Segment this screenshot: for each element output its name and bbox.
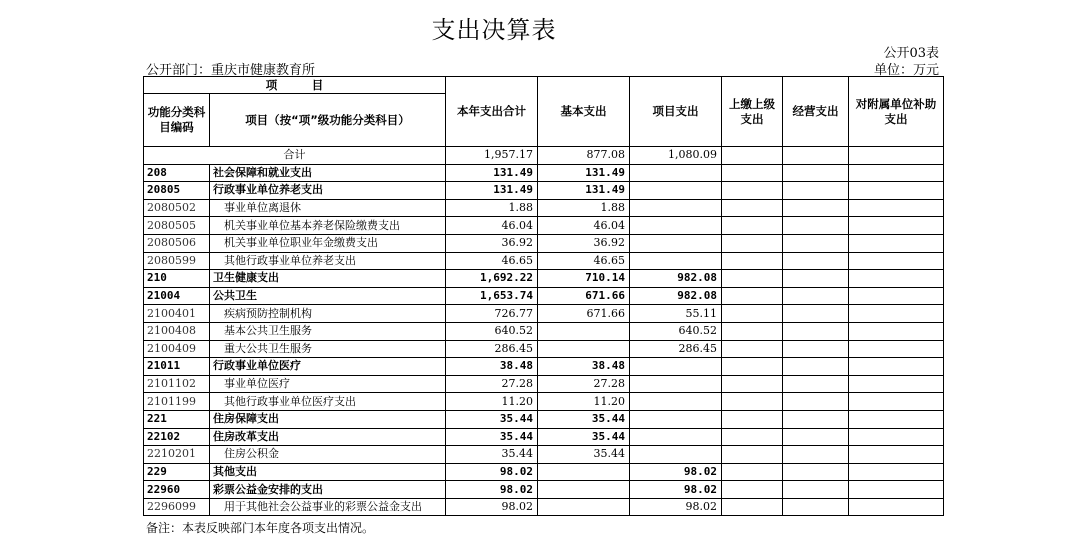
- row-total: 35.44: [446, 410, 538, 428]
- header-name: 项目（按“项”级功能分类科目）: [210, 94, 446, 147]
- row-subsidiary: [849, 375, 944, 393]
- table-row: [144, 252, 944, 270]
- row-name: 机关事业单位基本养老保险缴费支出: [210, 217, 446, 235]
- header-project: 项目支出: [630, 77, 722, 147]
- row-subsidiary: [849, 463, 944, 481]
- row-business: [783, 463, 849, 481]
- row-basic: 35.44: [538, 410, 630, 428]
- row-basic: [538, 340, 630, 358]
- row-code: 21011: [144, 358, 210, 376]
- row-project: [630, 199, 722, 217]
- row-code: 2101199: [144, 393, 210, 411]
- row-total: 131.49: [446, 164, 538, 182]
- total-business: [783, 147, 849, 165]
- total-total: 1,957.17: [446, 147, 538, 165]
- row-basic: 46.65: [538, 252, 630, 270]
- row-name: 其他支出: [210, 463, 446, 481]
- page-title: 支出决算表: [431, 16, 557, 44]
- row-upper: [722, 234, 783, 252]
- header-group-cell: 项 目: [144, 77, 446, 94]
- row-basic: 35.44: [538, 446, 630, 464]
- row-total: 36.92: [446, 234, 538, 252]
- row-total: 46.04: [446, 217, 538, 235]
- table-row: [144, 498, 944, 516]
- row-code: 22102: [144, 428, 210, 446]
- row-basic: 710.14: [538, 270, 630, 288]
- row-subsidiary: [849, 410, 944, 428]
- row-upper: [722, 463, 783, 481]
- table-row: [144, 428, 944, 446]
- row-business: [783, 287, 849, 305]
- row-subsidiary: [849, 393, 944, 411]
- row-code: 2080505: [144, 217, 210, 235]
- row-basic: 36.92: [538, 234, 630, 252]
- row-total: 11.20: [446, 393, 538, 411]
- row-business: [783, 481, 849, 499]
- row-upper: [722, 428, 783, 446]
- table-row: [144, 182, 944, 200]
- header-subsidiary: 对附属单位补助支出: [849, 77, 944, 147]
- row-project: 982.08: [630, 287, 722, 305]
- row-subsidiary: [849, 481, 944, 499]
- row-subsidiary: [849, 340, 944, 358]
- row-project: [630, 375, 722, 393]
- department-label: 公开部门：重庆市健康教育所: [146, 63, 316, 78]
- row-subsidiary: [849, 498, 944, 516]
- row-upper: [722, 217, 783, 235]
- row-upper: [722, 358, 783, 376]
- table-row: [144, 358, 944, 376]
- table-row: [144, 234, 944, 252]
- row-project: 55.11: [630, 305, 722, 323]
- row-business: [783, 358, 849, 376]
- row-basic: [538, 322, 630, 340]
- row-upper: [722, 393, 783, 411]
- row-business: [783, 375, 849, 393]
- row-code: 229: [144, 463, 210, 481]
- row-code: 2080599: [144, 252, 210, 270]
- row-subsidiary: [849, 199, 944, 217]
- row-total: 1.88: [446, 199, 538, 217]
- row-business: [783, 252, 849, 270]
- row-subsidiary: [849, 358, 944, 376]
- row-basic: 671.66: [538, 287, 630, 305]
- table-row: [144, 287, 944, 305]
- row-project: [630, 410, 722, 428]
- row-basic: 11.20: [538, 393, 630, 411]
- row-business: [783, 164, 849, 182]
- row-project: [630, 252, 722, 270]
- row-total: 35.44: [446, 428, 538, 446]
- row-business: [783, 217, 849, 235]
- total-subsidiary: [849, 147, 944, 165]
- unit-label: 单位：万元: [873, 63, 939, 78]
- row-subsidiary: [849, 322, 944, 340]
- row-code: 2101102: [144, 375, 210, 393]
- row-name: 重大公共卫生服务: [210, 340, 446, 358]
- row-subsidiary: [849, 428, 944, 446]
- row-business: [783, 393, 849, 411]
- header-row-group: [144, 77, 944, 94]
- row-name: 公共卫生: [210, 287, 446, 305]
- row-basic: [538, 463, 630, 481]
- row-business: [783, 270, 849, 288]
- row-name: 社会保障和就业支出: [210, 164, 446, 182]
- row-subsidiary: [849, 305, 944, 323]
- row-total: 286.45: [446, 340, 538, 358]
- total-upper: [722, 147, 783, 165]
- row-business: [783, 182, 849, 200]
- row-upper: [722, 199, 783, 217]
- row-code: 210: [144, 270, 210, 288]
- row-basic: 38.48: [538, 358, 630, 376]
- row-total: 38.48: [446, 358, 538, 376]
- row-basic: [538, 481, 630, 499]
- table-row: [144, 305, 944, 323]
- row-basic: 131.49: [538, 164, 630, 182]
- table-row: [144, 393, 944, 411]
- row-name: 机关事业单位职业年金缴费支出: [210, 234, 446, 252]
- row-upper: [722, 481, 783, 499]
- row-project: [630, 217, 722, 235]
- row-total: 131.49: [446, 182, 538, 200]
- row-name: 其他行政事业单位医疗支出: [210, 393, 446, 411]
- row-upper: [722, 410, 783, 428]
- row-project: 98.02: [630, 481, 722, 499]
- row-name: 事业单位离退休: [210, 199, 446, 217]
- row-project: [630, 164, 722, 182]
- row-basic: 671.66: [538, 305, 630, 323]
- header-basic: 基本支出: [538, 77, 630, 147]
- row-project: [630, 234, 722, 252]
- row-code: 2080506: [144, 234, 210, 252]
- expenditure-table: [143, 76, 944, 516]
- row-name: 行政事业单位医疗: [210, 358, 446, 376]
- table-row: [144, 481, 944, 499]
- row-name: 行政事业单位养老支出: [210, 182, 446, 200]
- row-upper: [722, 340, 783, 358]
- table-row: [144, 199, 944, 217]
- row-code: 221: [144, 410, 210, 428]
- row-subsidiary: [849, 252, 944, 270]
- row-code: 208: [144, 164, 210, 182]
- footnote: 备注：本表反映部门本年度各项支出情况。: [146, 521, 375, 535]
- row-name: 住房保障支出: [210, 410, 446, 428]
- row-project: 286.45: [630, 340, 722, 358]
- row-name: 卫生健康支出: [210, 270, 446, 288]
- row-name: 彩票公益金安排的支出: [210, 481, 446, 499]
- row-business: [783, 305, 849, 323]
- table-row: [144, 446, 944, 464]
- table-row: [144, 340, 944, 358]
- table-row: [144, 410, 944, 428]
- row-total: 726.77: [446, 305, 538, 323]
- row-total: 46.65: [446, 252, 538, 270]
- row-basic: 1.88: [538, 199, 630, 217]
- row-code: 22960: [144, 481, 210, 499]
- row-project: 982.08: [630, 270, 722, 288]
- row-name: 事业单位医疗: [210, 375, 446, 393]
- row-upper: [722, 164, 783, 182]
- row-basic: [538, 498, 630, 516]
- row-total: 1,692.22: [446, 270, 538, 288]
- row-name: 疾病预防控制机构: [210, 305, 446, 323]
- table-row: [144, 375, 944, 393]
- row-business: [783, 498, 849, 516]
- row-project: [630, 428, 722, 446]
- row-project: 640.52: [630, 322, 722, 340]
- row-name: 住房公积金: [210, 446, 446, 464]
- row-project: [630, 393, 722, 411]
- table-row: [144, 322, 944, 340]
- table-row: [144, 270, 944, 288]
- row-upper: [722, 498, 783, 516]
- header-code: 功能分类科目编码: [144, 94, 210, 147]
- row-total: 640.52: [446, 322, 538, 340]
- row-name: 其他行政事业单位养老支出: [210, 252, 446, 270]
- row-subsidiary: [849, 182, 944, 200]
- table-row: [144, 164, 944, 182]
- row-business: [783, 428, 849, 446]
- row-basic: 131.49: [538, 182, 630, 200]
- table-row: [144, 217, 944, 235]
- row-name: 基本公共卫生服务: [210, 322, 446, 340]
- header-upper: 上缴上级支出: [722, 77, 783, 147]
- row-code: 2100408: [144, 322, 210, 340]
- row-basic: 46.04: [538, 217, 630, 235]
- total-project: 1,080.09: [630, 147, 722, 165]
- row-basic: 27.28: [538, 375, 630, 393]
- row-upper: [722, 182, 783, 200]
- row-code: 2080502: [144, 199, 210, 217]
- form-number: 公开03表: [883, 46, 939, 61]
- row-business: [783, 322, 849, 340]
- row-project: 98.02: [630, 463, 722, 481]
- row-total: 98.02: [446, 481, 538, 499]
- row-upper: [722, 252, 783, 270]
- row-subsidiary: [849, 234, 944, 252]
- row-project: 98.02: [630, 498, 722, 516]
- row-code: 2100401: [144, 305, 210, 323]
- row-upper: [722, 322, 783, 340]
- row-code: 2100409: [144, 340, 210, 358]
- row-business: [783, 410, 849, 428]
- row-upper: [722, 446, 783, 464]
- row-upper: [722, 287, 783, 305]
- row-business: [783, 199, 849, 217]
- row-total: 1,653.74: [446, 287, 538, 305]
- header-business: 经营支出: [783, 77, 849, 147]
- table-row: [144, 463, 944, 481]
- row-subsidiary: [849, 446, 944, 464]
- row-total: 35.44: [446, 446, 538, 464]
- row-subsidiary: [849, 270, 944, 288]
- row-upper: [722, 270, 783, 288]
- row-code: 2296099: [144, 498, 210, 516]
- total-label: 合计: [144, 147, 446, 165]
- row-subsidiary: [849, 217, 944, 235]
- row-total: 27.28: [446, 375, 538, 393]
- row-business: [783, 340, 849, 358]
- row-business: [783, 446, 849, 464]
- row-subsidiary: [849, 287, 944, 305]
- row-project: [630, 446, 722, 464]
- row-total: 98.02: [446, 498, 538, 516]
- row-project: [630, 358, 722, 376]
- total-basic: 877.08: [538, 147, 630, 165]
- total-row: [144, 147, 944, 165]
- row-code: 2210201: [144, 446, 210, 464]
- row-name: 住房改革支出: [210, 428, 446, 446]
- row-upper: [722, 375, 783, 393]
- row-project: [630, 182, 722, 200]
- row-business: [783, 234, 849, 252]
- row-basic: 35.44: [538, 428, 630, 446]
- row-code: 20805: [144, 182, 210, 200]
- row-subsidiary: [849, 164, 944, 182]
- row-upper: [722, 305, 783, 323]
- row-total: 98.02: [446, 463, 538, 481]
- row-code: 21004: [144, 287, 210, 305]
- header-total: 本年支出合计: [446, 77, 538, 147]
- row-name: 用于其他社会公益事业的彩票公益金支出: [210, 498, 446, 516]
